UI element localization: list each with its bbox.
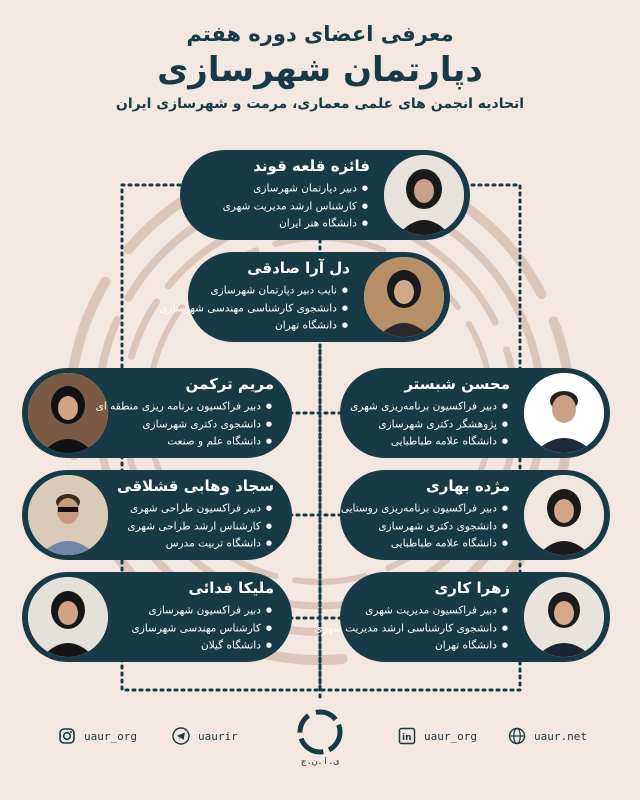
member-photo [28,577,108,657]
member-name: ملیکا فدائی [188,579,274,597]
member-role: ● دبیر فراکسیون برنامه‌ریزی شهری [350,398,508,416]
member-card-6 [340,470,610,560]
footer-telegram[interactable] [172,725,238,747]
member-university: ● دانشگاه علامه طباطبایی [341,535,508,553]
svg-text:in: in [402,733,412,743]
member-university: ● دانشگاه تربیت مدرس [127,535,272,553]
member-photo [364,257,444,337]
member-role: ● دبیر فراکسیون برنامه ریزی منطقه ای [96,398,272,416]
member-name: فائزه قلعه قوند [253,157,370,175]
organization-name: اتحادیه انجمن های علمی معماری، مرمت و شهرسازی ایران [115,96,525,112]
member-photo [524,475,604,555]
footer-linkedin[interactable] [398,725,477,747]
member-university: ● دانشگاه علم و صنعت [96,433,272,451]
subtitle-top: معرفی اعضای دوره هفتم [186,22,454,46]
member-degree: ● دانشجوی دکتری شهرسازی [341,518,508,536]
organization-logo [296,708,344,756]
member-role: ● دبیر فراکسیون شهرسازی [132,602,272,620]
member-degree: ● کارشناس ارشد مدیریت شهری [223,198,368,216]
website-url: uaur.net [534,729,587,743]
member-card-7 [22,572,292,662]
member-name: زهرا کاری [434,579,510,597]
member-card-3 [22,368,292,458]
member-card-2 [159,252,450,342]
linkedin-icon [398,727,416,745]
member-degree: ● کارشناس مهندسی شهرسازی [132,620,272,638]
member-university: ● دانشگاه تهران [159,317,348,335]
member-role: ● دبیر فراکسیون مدیریت شهری [314,602,508,620]
globe-icon [508,727,526,745]
telegram-handle: uaurir [198,729,238,743]
member-degree: ● کارشناس ارشد طراحی شهری [127,518,272,536]
member-name: سجاد وهابی قشلاقی [117,477,274,495]
member-degree: ● پژوهشگر دکتری شهرسازی [350,416,508,434]
member-name: دل آرا صادقی [247,259,350,277]
member-card-5 [22,470,292,560]
member-name: محسن شبستر [404,375,510,393]
member-university: ● دانشگاه تهران [314,637,508,655]
page-title: دپارتمان شهرسازی [157,50,483,90]
member-university: ● دانشگاه گیلان [132,637,272,655]
member-card-4 [340,368,610,458]
member-degree: ● دانشجوی کارشناسی مهندسی شهرسازی [159,300,348,318]
member-photo [384,155,464,235]
member-university: ● دانشگاه هنر ایران [223,215,368,233]
telegram-icon [172,727,190,745]
member-photo [524,577,604,657]
member-role: ● دبیر فراکسیون طراحی شهری [127,500,272,518]
member-role: ● دبیر فراکسیون برنامه‌ریزی روستایی [341,500,508,518]
member-university: ● دانشگاه علامه طباطبایی [350,433,508,451]
logo-text: ی.ا.ن.ج [301,757,339,767]
member-name: مریم ترکمن [185,375,274,393]
instagram-handle: uaur_org [84,729,137,743]
member-name: مژده بهاری [426,477,510,495]
member-photo [524,373,604,453]
linkedin-handle: uaur_org [424,729,477,743]
member-card-8 [314,572,610,662]
instagram-icon [58,727,76,745]
member-degree: ● دانشجوی دکتری شهرسازی [96,416,272,434]
member-role: ● دبیر دپارتمان شهرسازی [223,180,368,198]
member-role: ● نایب دبیر دپارتمان شهرسازی [159,282,348,300]
footer-instagram[interactable] [58,725,137,747]
member-photo [28,475,108,555]
footer-website[interactable] [508,725,587,747]
member-card-1 [180,150,470,240]
member-degree: ● دانشجوی کارشناسی ارشد مدیریت شهری [314,620,508,638]
